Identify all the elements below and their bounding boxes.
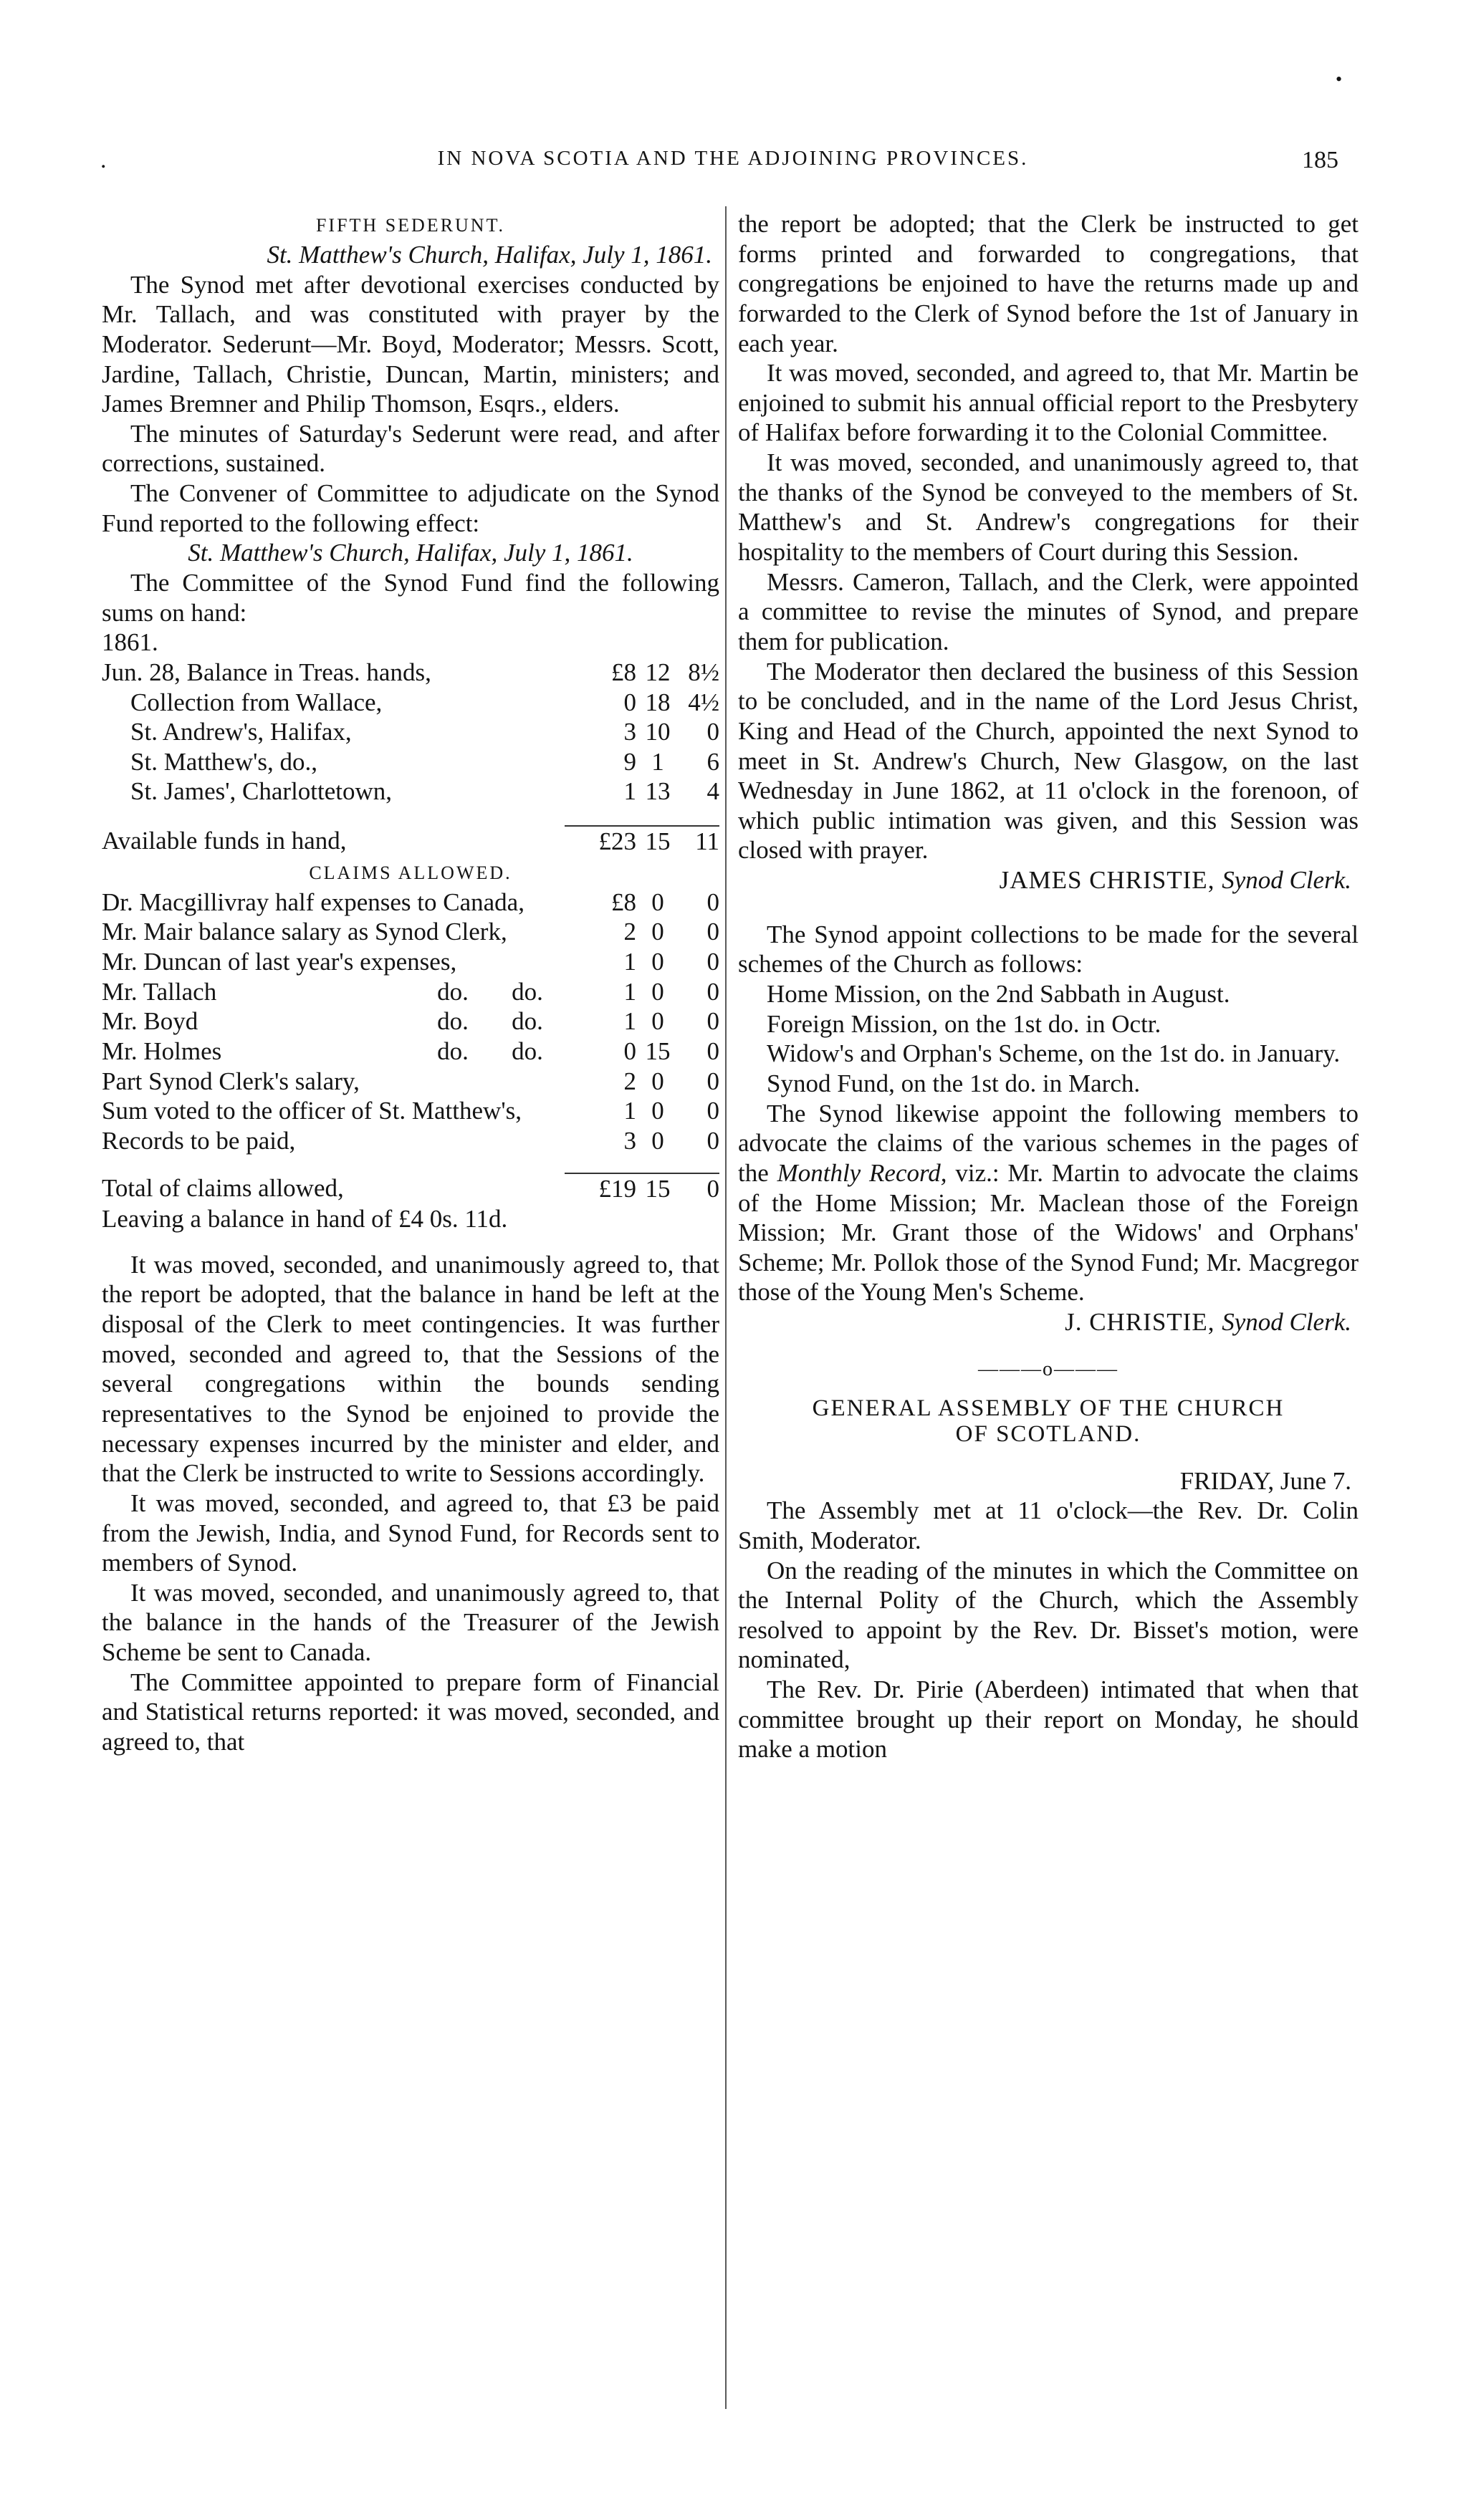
row-label: Dr. Macgillivray half expenses to Canada,: [102, 888, 524, 916]
signature-name: J. CHRISTIE,: [1065, 1308, 1215, 1337]
pounds-cell: 3: [623, 1126, 636, 1155]
paragraph: The Synod met after devotional exercises conducted by Mr. Tallach, and was constituted with prayer by the Moderator. Sederunt—Mr. Boyd, Moderator; Messrs. Scott, Jardine, Tallach, Christie, Duncan, Martin, ministers; and James Bremner and Philip Thomson, Esqrs., elders.: [102, 270, 719, 418]
shillings-cell: 0: [651, 1097, 664, 1125]
shillings-cell: 0: [651, 1007, 664, 1036]
paragraph: The Synod appoint collections to be made for the several schemes of the Church as follows:: [738, 920, 1359, 978]
paragraph: The minutes of Saturday's Sederunt were read, and after corrections, sustained.: [102, 419, 719, 478]
shillings-cell: 12: [645, 658, 671, 686]
paragraph: [738, 1099, 1359, 1307]
heading-line: OF SCOTLAND.: [955, 1421, 1141, 1448]
pence-cell: 0: [706, 977, 719, 1006]
pounds-cell: 0: [623, 1037, 636, 1065]
paragraph: Synod Fund, on the 1st do. in March.: [767, 1069, 1141, 1097]
pounds-cell: 1: [623, 947, 636, 976]
pounds-cell: 2: [623, 918, 636, 946]
balance-line: Leaving a balance in hand of £4 0s. 11d.: [102, 1205, 508, 1233]
signature: [738, 1307, 1359, 1337]
shillings-cell: 18: [645, 688, 671, 716]
table-row: [102, 977, 719, 1007]
pounds-cell: 2: [623, 1067, 636, 1095]
column-divider: [725, 206, 727, 2409]
running-header: [0, 147, 1466, 190]
pence-cell: 0: [706, 1097, 719, 1125]
paragraph-text: The Synod likewise appoint the following members to advocate the claims of the various schemes in the pages of the: [738, 1099, 1359, 1187]
dateline: St. Matthew's Church, Halifax, July 1, 1861.: [267, 240, 712, 269]
shillings-cell: 0: [651, 977, 664, 1006]
ditto-mark: do.: [512, 1037, 543, 1065]
shillings-cell: 0: [651, 888, 664, 916]
pounds-cell: 0: [623, 688, 636, 716]
table-row: [102, 947, 719, 977]
signature-name: JAMES CHRISTIE,: [999, 866, 1215, 895]
row-label: Part Synod Clerk's salary,: [102, 1067, 360, 1095]
shillings-cell: 1: [651, 747, 664, 776]
shillings-cell: 15: [636, 1173, 679, 1204]
table-row: [102, 747, 719, 777]
claims-heading: CLAIMS ALLOWED.: [309, 862, 512, 883]
paragraph: The Committee of the Synod Fund find the following sums on hand:: [102, 568, 719, 627]
pence-cell: 6: [706, 747, 719, 776]
pounds-cell: £8: [611, 658, 636, 686]
table-row: [102, 658, 719, 688]
paragraph: It was moved, seconded, and unanimously agreed to, that the balance in the hands of the Treasurer of the Jewish Scheme be sent to Canada.: [102, 1578, 719, 1667]
publication-title: Monthly Record,: [777, 1158, 947, 1187]
shillings-cell: 15: [636, 826, 679, 857]
pounds-cell: 1: [623, 1007, 636, 1036]
paragraph: The Committee appointed to prepare form of Financial and Statistical returns reported: it was moved, seconded, and agreed to, that: [102, 1668, 719, 1756]
paragraph: It was moved, seconded, and agreed to, that £3 be paid from the Jewish, India, and Synod Fund, for Records sent to members of Synod.: [102, 1489, 719, 1577]
pence-cell: 0: [706, 918, 719, 946]
row-label: Collection from Wallace,: [130, 688, 383, 716]
signature: [738, 865, 1359, 895]
shillings-cell: 0: [651, 1067, 664, 1095]
pounds-cell: £8: [611, 888, 636, 916]
paragraph: It was moved, seconded, and unanimously agreed to, that the report be adopted, that the balance in hand be left at the disposal of the Clerk to meet contingencies. It was further moved, seconded and agreed to, that the Sessions of the several congregations within the bounds sending representatives to the Synod be enjoined to provide the necessary expenses incurred by the minister and elder, and that the Clerk be instructed to write to Sessions accordingly.: [102, 1250, 719, 1488]
row-label: Mr. Tallach: [102, 977, 217, 1006]
ditto-mark: do.: [437, 977, 469, 1006]
heading-line: GENERAL ASSEMBLY OF THE CHURCH: [812, 1395, 1285, 1422]
row-label: Mr. Boyd: [102, 1007, 198, 1036]
table-row: [102, 1067, 719, 1097]
paragraph: Home Mission, on the 2nd Sabbath in August.: [767, 980, 1230, 1009]
total-row: [102, 826, 719, 857]
pence-cell: 4: [706, 777, 719, 806]
table-row: [102, 1006, 719, 1037]
page-number: 185: [1302, 147, 1338, 173]
paragraph: Foreign Mission, on the 1st do. in Octr.: [767, 1009, 1161, 1038]
paragraph: On the reading of the minutes in which the Committee on the Internal Polity of the Church, which the Assembly resolved to appoint by the Rev. Dr. Bisset's motion, were nominated,: [738, 1556, 1359, 1674]
ditto-mark: do.: [437, 1037, 469, 1065]
table-row: [102, 776, 719, 807]
signature-title: Synod Clerk.: [1222, 866, 1351, 895]
pounds-cell: £19: [565, 1173, 636, 1204]
paragraph: The Assembly met at 11 o'clock—the Rev. Dr. Colin Smith, Moderator.: [738, 1496, 1359, 1554]
pence-cell: 0: [706, 1126, 719, 1155]
left-column: [102, 209, 719, 1757]
pence-cell: 0: [706, 1067, 719, 1095]
pence-cell: 0: [706, 1007, 719, 1036]
section-heading: [738, 1395, 1359, 1448]
paragraph: It was moved, seconded, and agreed to, that Mr. Martin be enjoined to submit his annual official report to the Presbytery of Halifax before forwarding it to the Colonial Committee.: [738, 359, 1359, 447]
date-line: FRIDAY, June 7.: [1179, 1466, 1351, 1495]
row-label: Mr. Mair balance salary as Synod Clerk,: [102, 918, 507, 946]
total-row: [102, 1173, 719, 1204]
pence-cell: 0: [706, 888, 719, 916]
paragraph: The Rev. Dr. Pirie (Aberdeen) intimated that when that committee brought up their report on Monday, he should make a motion: [738, 1675, 1359, 1764]
table-row: [102, 1037, 719, 1067]
table-row: [102, 917, 719, 947]
shillings-cell: 0: [651, 918, 664, 946]
pence-cell: 0: [679, 1173, 719, 1204]
row-label: Available funds in hand,: [102, 827, 347, 855]
pence-cell: 4½: [688, 688, 719, 716]
pence-cell: 0: [706, 718, 719, 746]
section-heading: FIFTH SEDERUNT.: [315, 215, 506, 236]
row-label: Sum voted to the officer of St. Matthew's,: [102, 1097, 522, 1125]
row-label: St. Matthew's, do.,: [130, 747, 318, 776]
pounds-cell: 1: [623, 777, 636, 806]
pounds-cell: £23: [565, 826, 636, 857]
pence-cell: 11: [679, 826, 719, 857]
section-separator: ———o———: [978, 1357, 1118, 1380]
shillings-cell: 0: [651, 947, 664, 976]
claims-table: [102, 888, 719, 1204]
row-label: Jun. 28, Balance in Treas. hands,: [102, 658, 431, 686]
pounds-cell: 1: [623, 977, 636, 1006]
row-label: St. Andrew's, Halifax,: [130, 718, 352, 746]
pounds-cell: 1: [623, 1097, 636, 1125]
pence-cell: 0: [706, 947, 719, 976]
pounds-cell: 9: [623, 747, 636, 776]
pence-cell: 0: [706, 1037, 719, 1065]
table-row: [102, 717, 719, 747]
table-row: [102, 1126, 719, 1156]
paragraph: The Convener of Committee to adjudicate on the Synod Fund reported to the following effect:: [102, 479, 719, 537]
paragraph: It was moved, seconded, and unanimously agreed to, that the thanks of the Synod be conveyed to the members of St. Matthew's and St. Andrew's congregations for their hospitality to the members of Court during this Session.: [738, 448, 1359, 567]
ditto-mark: do.: [512, 1007, 543, 1036]
paragraph: Widow's and Orphan's Scheme, on the 1st do. in January.: [767, 1039, 1341, 1068]
signature-title: Synod Clerk.: [1222, 1308, 1351, 1337]
pounds-cell: 3: [623, 718, 636, 746]
dateline: St. Matthew's Church, Halifax, July 1, 1861.: [188, 539, 633, 567]
table-row: [102, 688, 719, 718]
funds-table: [102, 658, 719, 857]
row-label: Mr. Holmes: [102, 1037, 222, 1065]
shillings-cell: 13: [645, 777, 671, 806]
row-label: Mr. Duncan of last year's expenses,: [102, 947, 457, 976]
paragraph: the report be adopted; that the Clerk be instructed to get forms printed and forwarded to congregations, that congregations be enjoined to have the returns made up and forwarded to the Clerk of Synod before the 1st of January in each year.: [738, 210, 1359, 357]
row-label: Total of claims allowed,: [102, 1174, 344, 1203]
shillings-cell: 0: [651, 1126, 664, 1155]
row-label: St. James', Charlottetown,: [130, 777, 393, 806]
pence-cell: 8½: [688, 658, 719, 686]
paragraph: Messrs. Cameron, Tallach, and the Clerk, were appointed a committee to revise the minutes of Synod, and prepare them for publication.: [738, 567, 1359, 655]
shillings-cell: 15: [645, 1037, 671, 1065]
paragraph: The Moderator then declared the business of this Session to be concluded, and in the name of the Lord Jesus Christ, King and Head of the Church, appointed the next Synod to meet in St. Andrew's Church, New Glasgow, on the last Wednesday in June 1862, at 11 o'clock in the forenoon, of which public intimation was given, and this Session was closed with prayer.: [738, 657, 1359, 865]
ditto-mark: do.: [437, 1007, 469, 1036]
running-title: IN NOVA SCOTIA AND THE ADJOINING PROVINCES.: [437, 147, 1029, 170]
paragraph-text: viz.: Mr. Martin to advocate the claims of the Home Mission; Mr. Maclean those of the Foreign Mission; Mr. Grant those of the Widows' and Orphans' Scheme; Mr. Pollok those of the Synod Fund; Mr. Macgregor those of the Young Men's Scheme.: [738, 1158, 1359, 1307]
right-column: [738, 209, 1359, 1764]
ditto-mark: do.: [512, 977, 543, 1006]
row-label: Records to be paid,: [102, 1126, 296, 1155]
year-label: 1861.: [102, 628, 158, 657]
corner-mark: •: [1336, 69, 1343, 90]
shillings-cell: 10: [645, 718, 671, 746]
table-row: [102, 888, 719, 918]
header-dot: .: [100, 147, 107, 173]
table-row: [102, 1096, 719, 1126]
